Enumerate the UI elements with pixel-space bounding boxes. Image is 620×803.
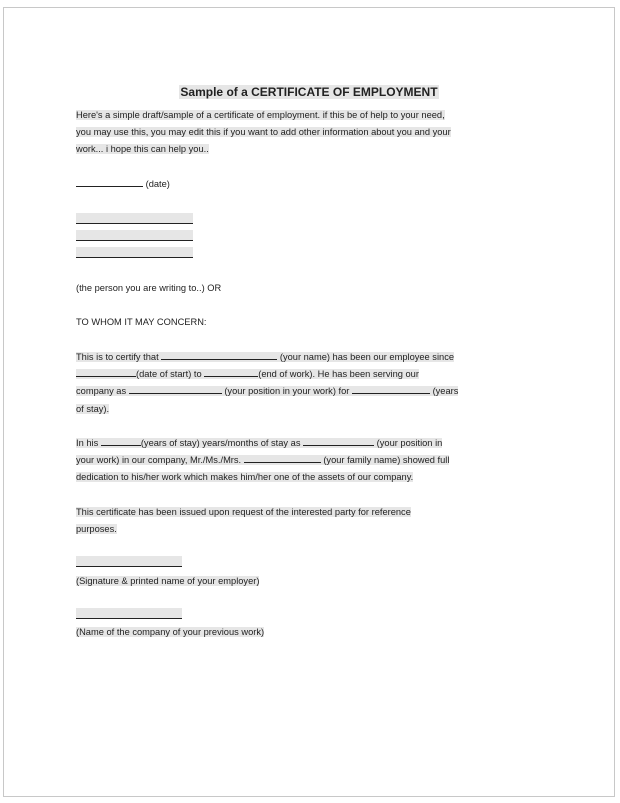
address-line-3 <box>76 247 193 258</box>
intro-paragraph: Here's a simple draft/sample of a certificate of employment. if this be of help to your need, you may use this, you may edit this if you want to add other information about you and your work... i hope this can help you.. <box>76 110 451 155</box>
start-date-blank <box>76 367 136 377</box>
address-line-1 <box>76 213 193 224</box>
name-blank <box>161 350 277 360</box>
years-stay-blank <box>101 436 141 446</box>
company-caption: (Name of the company of your previous work) <box>76 627 265 637</box>
document-title: Sample of a CERTIFICATE OF EMPLOYMENT <box>180 85 438 99</box>
purpose-paragraph: This certificate has been issued upon request of the interested party for reference purposes. <box>76 507 411 535</box>
certification-paragraph: This is to certify that (your name) has been our employee since (date of start) to (end of work). He has been serving our company as (your position in your work) for (years of stay). <box>76 352 459 414</box>
date-blank <box>76 177 143 187</box>
family-name-blank <box>244 453 321 463</box>
recipient-note: (the person you are writing to..) OR <box>76 283 222 293</box>
position-blank <box>129 384 222 394</box>
company-line <box>76 608 182 619</box>
position-blank-2 <box>303 436 374 446</box>
address-line-2 <box>76 230 193 241</box>
signature-caption: (Signature & printed name of your employer) <box>76 576 260 586</box>
service-paragraph: In his (years of stay) years/months of stay as (your position in your work) in our company, Mr./Ms./Mrs. (your family name) showed full dedication to his/her work which makes him/her one of the assets of our company. <box>76 438 450 483</box>
years-blank <box>352 384 430 394</box>
document-page <box>3 7 615 797</box>
end-date-blank <box>204 367 258 377</box>
signature-line <box>76 556 182 567</box>
salutation: TO WHOM IT MAY CONCERN: <box>76 317 207 327</box>
date-line: (date) <box>76 176 481 193</box>
